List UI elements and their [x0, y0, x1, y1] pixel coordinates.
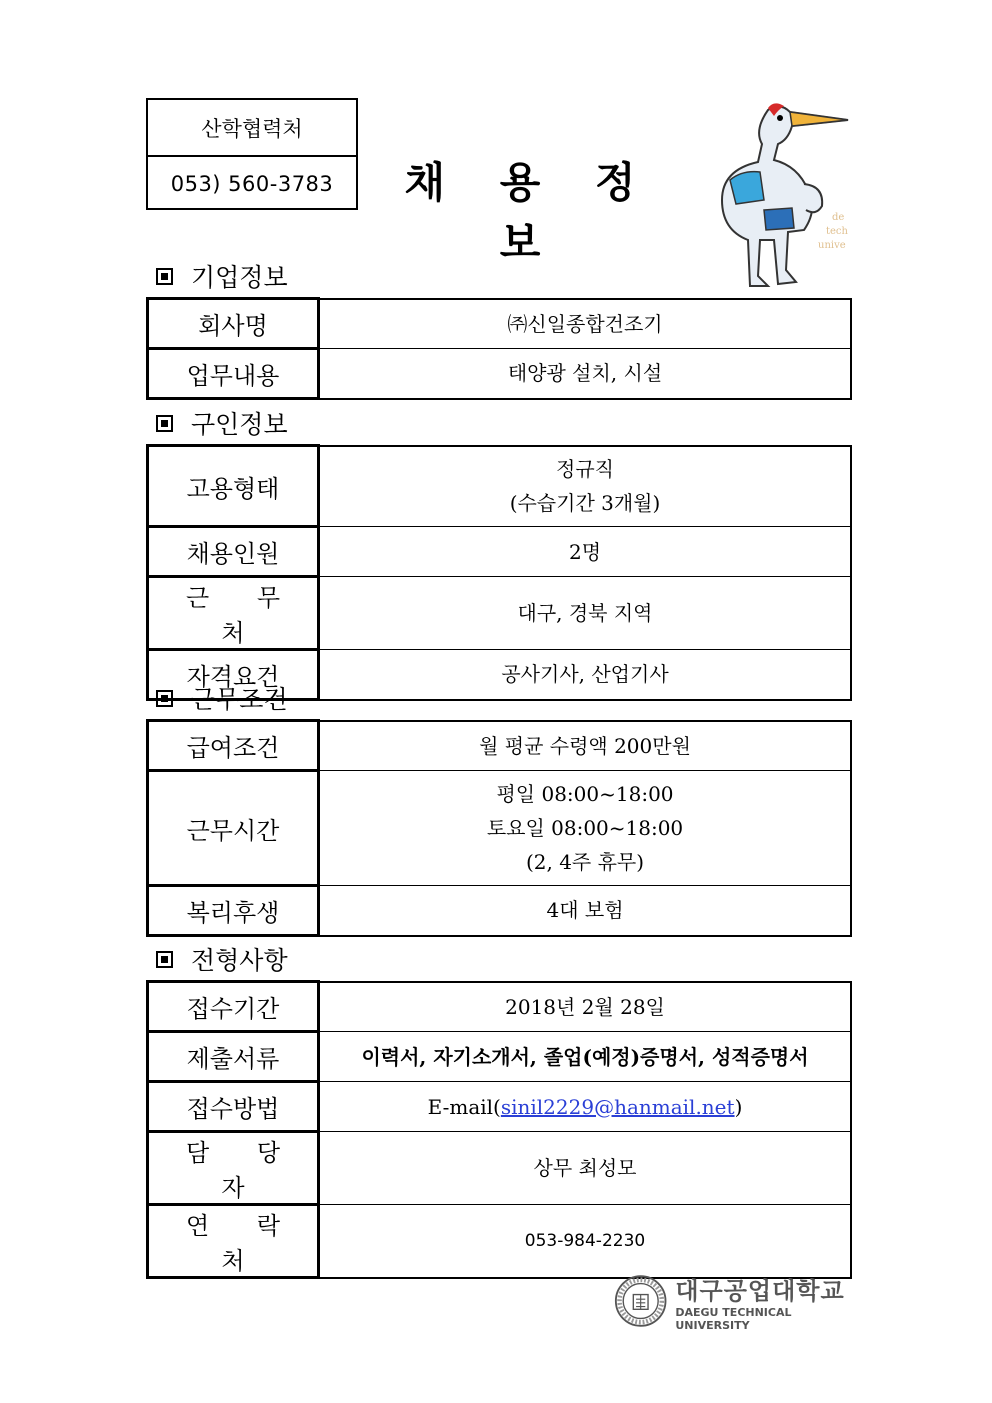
value-line: 토요일 08:00~18:00	[486, 816, 684, 840]
row-label: 근무시간	[148, 771, 319, 886]
university-logo	[614, 1270, 854, 1332]
section-title: 기업정보	[191, 263, 288, 292]
row-label: 접수방법	[148, 1082, 319, 1132]
email-suffix: )	[734, 1094, 743, 1119]
contact-box	[146, 98, 358, 210]
table-row	[148, 1082, 852, 1132]
crane-mascot-icon	[708, 100, 858, 290]
university-name-ko: 대구공업대학교	[675, 1276, 845, 1305]
row-value: 2018년 2월 28일	[319, 982, 852, 1032]
filled-square-icon	[156, 951, 173, 968]
value-line: 정규직	[556, 457, 614, 482]
company-table	[146, 297, 852, 400]
row-label: 채용인원	[148, 527, 319, 577]
row-value: 월 평균 수령액 200만원	[319, 721, 852, 771]
email-link[interactable]: sinil2229@hanmail.net	[500, 1094, 735, 1119]
university-seal-icon	[614, 1272, 667, 1330]
section-heading-recruit	[156, 405, 288, 441]
filled-square-icon	[156, 268, 173, 285]
row-label: 담 당 자	[148, 1132, 319, 1205]
selection-table	[146, 980, 852, 1279]
row-value: 이력서, 자기소개서, 졸업(예정)증명서, 성적증명서	[319, 1032, 852, 1082]
table-row	[148, 1132, 852, 1205]
table-row	[148, 527, 852, 577]
filled-square-icon	[156, 415, 173, 432]
table-row	[148, 1032, 852, 1082]
table-row	[148, 1205, 852, 1278]
svg-text:de: de	[832, 212, 845, 223]
section-heading-conditions	[156, 680, 288, 716]
row-value: ㈜신일종합건조기	[319, 299, 852, 349]
row-label: 접수기간	[148, 982, 319, 1032]
table-row	[148, 982, 852, 1032]
section-heading-company	[156, 258, 288, 294]
table-row	[148, 349, 852, 399]
value-line: (2, 4주 휴무)	[525, 850, 645, 874]
value-line: (수습기간 3개월)	[509, 491, 661, 516]
row-value: 공사기사, 산업기사	[319, 650, 852, 700]
row-label: 자격요건	[148, 650, 319, 700]
table-row	[148, 721, 852, 771]
row-label: 업무내용	[148, 349, 319, 399]
row-value: 4대 보험	[319, 886, 852, 936]
section-title: 근무조건	[191, 685, 288, 714]
row-value: 태양광 설치, 시설	[319, 349, 852, 399]
row-label: 회사명	[148, 299, 319, 349]
svg-text:unive: unive	[818, 240, 846, 251]
table-row	[148, 577, 852, 650]
email-prefix: E-mail(	[427, 1094, 501, 1119]
section-heading-selection	[156, 941, 288, 977]
row-label: 제출서류	[148, 1032, 319, 1082]
section-title: 구인정보	[191, 410, 288, 439]
page-title: 채 용 정 보	[404, 158, 656, 267]
filled-square-icon	[156, 690, 173, 707]
contact-phone: 053) 560-3783	[148, 155, 356, 210]
table-row	[148, 886, 852, 936]
contact-label: 산학협력처	[201, 116, 303, 141]
row-label: 고용형태	[148, 446, 319, 527]
row-value	[319, 771, 852, 886]
conditions-table	[146, 719, 852, 937]
svg-text:tech: tech	[826, 226, 848, 237]
university-name-en: DAEGU TECHNICAL UNIVERSITY	[675, 1305, 792, 1332]
row-value	[319, 446, 852, 527]
row-label: 연 락 처	[148, 1205, 319, 1278]
value-line: 평일 08:00~18:00	[496, 782, 674, 806]
table-row	[148, 446, 852, 527]
row-label: 급여조건	[148, 721, 319, 771]
row-value: 상무 최성모	[319, 1132, 852, 1205]
row-value	[319, 1082, 852, 1132]
row-value: 대구, 경북 지역	[319, 577, 852, 650]
section-title: 전형사항	[191, 946, 288, 975]
row-value: 2명	[319, 527, 852, 577]
table-row	[148, 299, 852, 349]
row-label: 근 무 처	[148, 577, 319, 650]
recruit-table	[146, 444, 852, 701]
table-row	[148, 771, 852, 886]
row-label: 복리후생	[148, 886, 319, 936]
row-value: 053-984-2230	[319, 1205, 852, 1278]
